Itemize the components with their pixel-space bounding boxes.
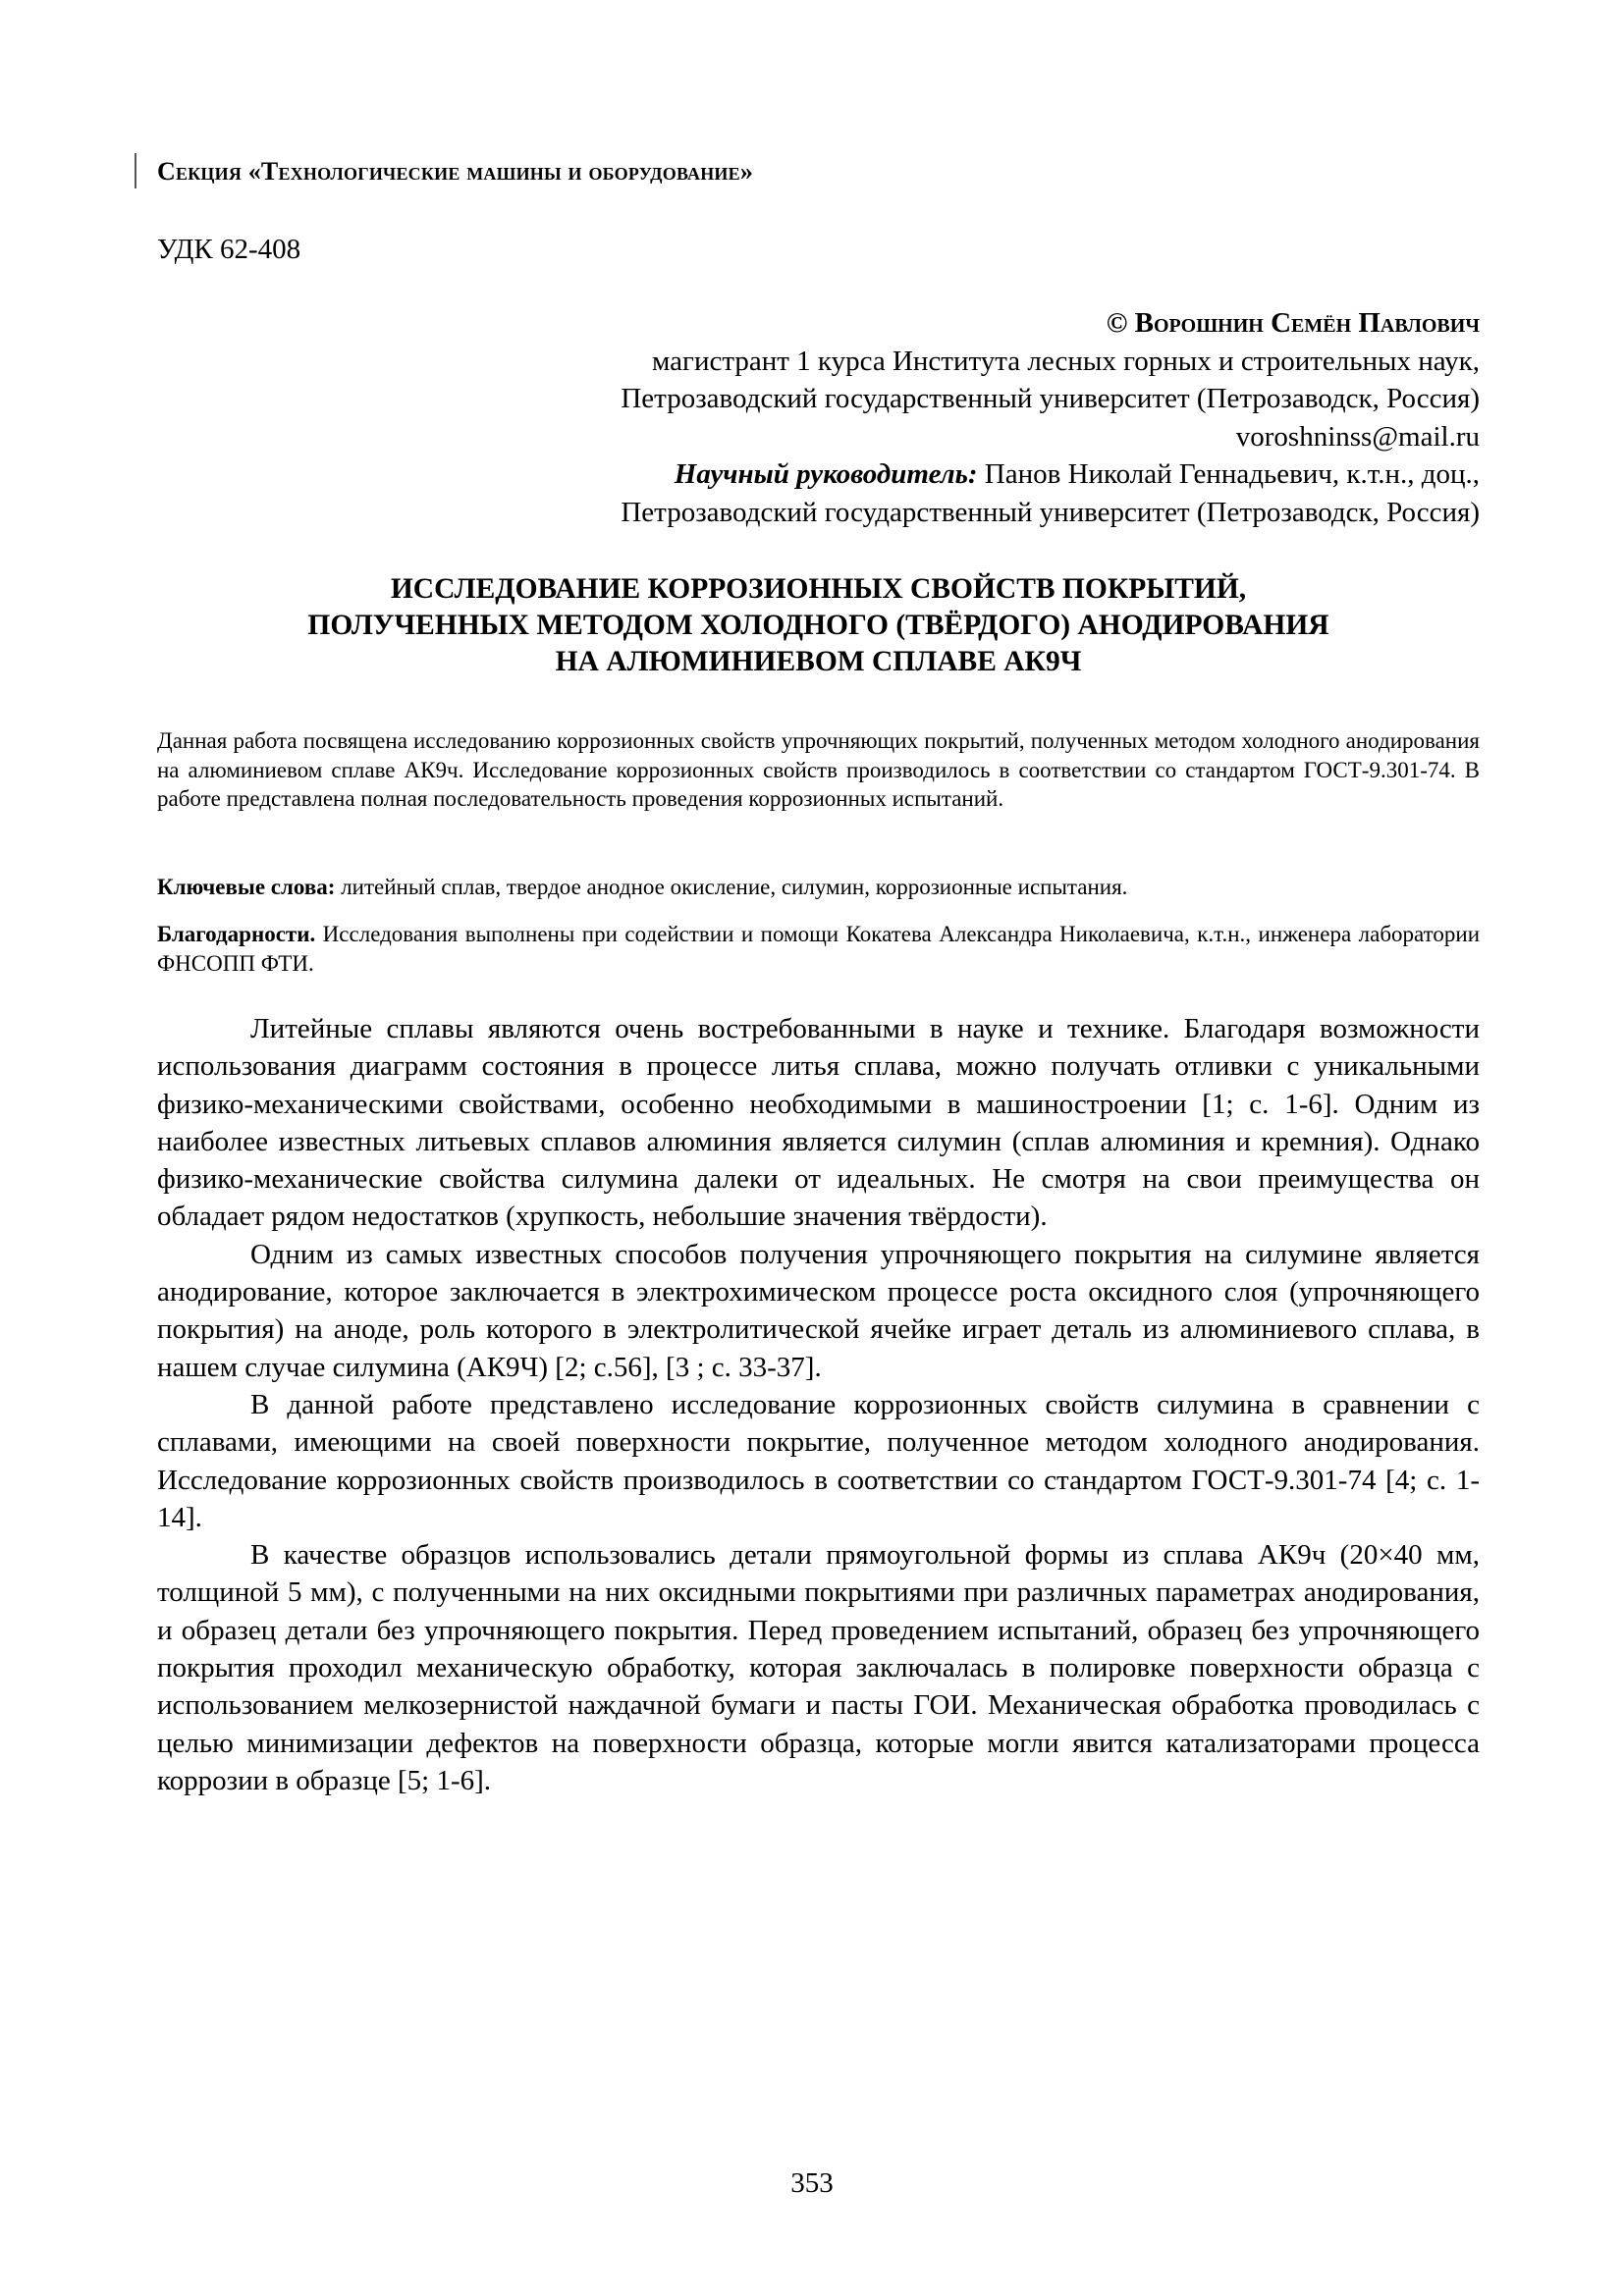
paper-title bbox=[157, 571, 1480, 680]
body-paragraph: В качестве образцов использовались детали прямоугольной формы из сплава АК9ч (20×40 мм, толщиной 5 мм), с полученными на них оксидными покрытиями при различных параметрах анодирования, и образец детали без упрочняющего покрытия. Перед проведением испытаний, образец без упрочняющего покрытия проходил механическую обработку, которая заключалась в полировке поверхности образца с использованием мелкозернистой наждачной бумаги и пасты ГОИ. Механическая обработка проводилась с целью минимизации дефектов на поверхности образца, которые могли явится катализаторами процесса коррозии в образце [5; 1-6]. bbox=[157, 1539, 1480, 1796]
abstract: Данная работа посвящена исследованию коррозионных свойств упрочняющих покрытий, полученных методом холодного анодирования на алюминиевом сплаве АК9ч. Исследование коррозионных свойств производилось в соответствии со стандартом ГОСТ-9.301-74. В работе представлена полная последовательность проведения коррозионных испытаний. bbox=[157, 728, 1480, 811]
keywords-label: Ключевые слова: bbox=[157, 875, 336, 899]
author-email[interactable]: voroshninss@mail.ru bbox=[1235, 420, 1480, 453]
author-name: © Ворошнин Семён Павлович bbox=[1106, 307, 1480, 339]
body-paragraph: Одним из самых известных способов получения упрочняющего покрытия на силумине является анодирование, которое заключается в электрохимическом процессе роста оксидного слоя (упрочняющего покрытия) на аноде, роль которого в электролитической ячейке играет деталь из алюминиевого сплава, в нашем случае силумина (АК9Ч) [2; с.56], [3 ; с. 33-37]. bbox=[157, 1238, 1480, 1383]
section-margin-bar bbox=[135, 153, 136, 188]
acknowledgements-text: Исследования выполнены при содействии и помощи Кокатева Александра Николаевича, к.т.н., инженера лаборатории ФНСОПП ФТИ. bbox=[157, 922, 1480, 976]
page-number: 353 bbox=[790, 2167, 834, 2199]
supervisor-label: Научный руководитель: bbox=[674, 458, 978, 490]
author-position: магистрант 1 курса Института лесных горных и строительных наук, bbox=[652, 345, 1480, 377]
section-heading: Секция «Технологические машины и оборудование» bbox=[157, 157, 754, 186]
acknowledgements-label: Благодарности. bbox=[157, 922, 316, 946]
udk-code: УДК 62-408 bbox=[157, 234, 301, 265]
title-line: ПОЛУЧЕННЫХ МЕТОДОМ ХОЛОДНОГО (ТВЁРДОГО) АНОДИРОВАНИЯ bbox=[307, 610, 1329, 641]
author-affiliation: Петрозаводский государственный университет (Петрозаводск, Россия) bbox=[621, 383, 1480, 414]
title-line: НА АЛЮМИНИЕВОМ СПЛАВЕ АК9Ч bbox=[555, 646, 1082, 677]
acknowledgements bbox=[157, 920, 1480, 978]
supervisor-name: Панов Николай Геннадьевич, к.т.н., доц., bbox=[977, 458, 1480, 490]
keywords-text: литейный сплав, твердое анодное окисление, силумин, коррозионные испытания. bbox=[335, 875, 1128, 899]
author-block bbox=[621, 304, 1480, 531]
keywords bbox=[157, 873, 1480, 902]
body-text bbox=[157, 1010, 1480, 1799]
supervisor-line bbox=[621, 455, 1480, 494]
title-line: ИССЛЕДОВАНИЕ КОРРОЗИОННЫХ СВОЙСТВ ПОКРЫТИЙ, bbox=[390, 573, 1247, 605]
supervisor-affiliation: Петрозаводский государственный университет (Петрозаводск, Россия) bbox=[621, 496, 1480, 528]
body-paragraph: В данной работе представлено исследование коррозионных свойств силумина в сравнении с сплавами, имеющими на своей поверхности покрытие, полученное методом холодного анодирования. Исследование коррозионных свойств производилось в соответствии со стандартом ГОСТ-9.301-74 [4; с. 1-14]. bbox=[157, 1388, 1480, 1533]
body-paragraph: Литейные сплавы являются очень востребованными в науке и технике. Благодаря возможности использования диаграмм состояния в процессе литья сплава, можно получать отливки с уникальными физико-механическими свойствами, особенно необходимыми в машиностроении [1; с. 1-6]. Одним из наиболее известных литьевых сплавов алюминия является силумин (сплав алюминия и кремния). Однако физико-механические свойства силумина далеки от идеальных. Не смотря на свои преимущества он обладает рядом недостатков (хрупкость, небольшие значения твёрдости). bbox=[157, 1013, 1480, 1233]
